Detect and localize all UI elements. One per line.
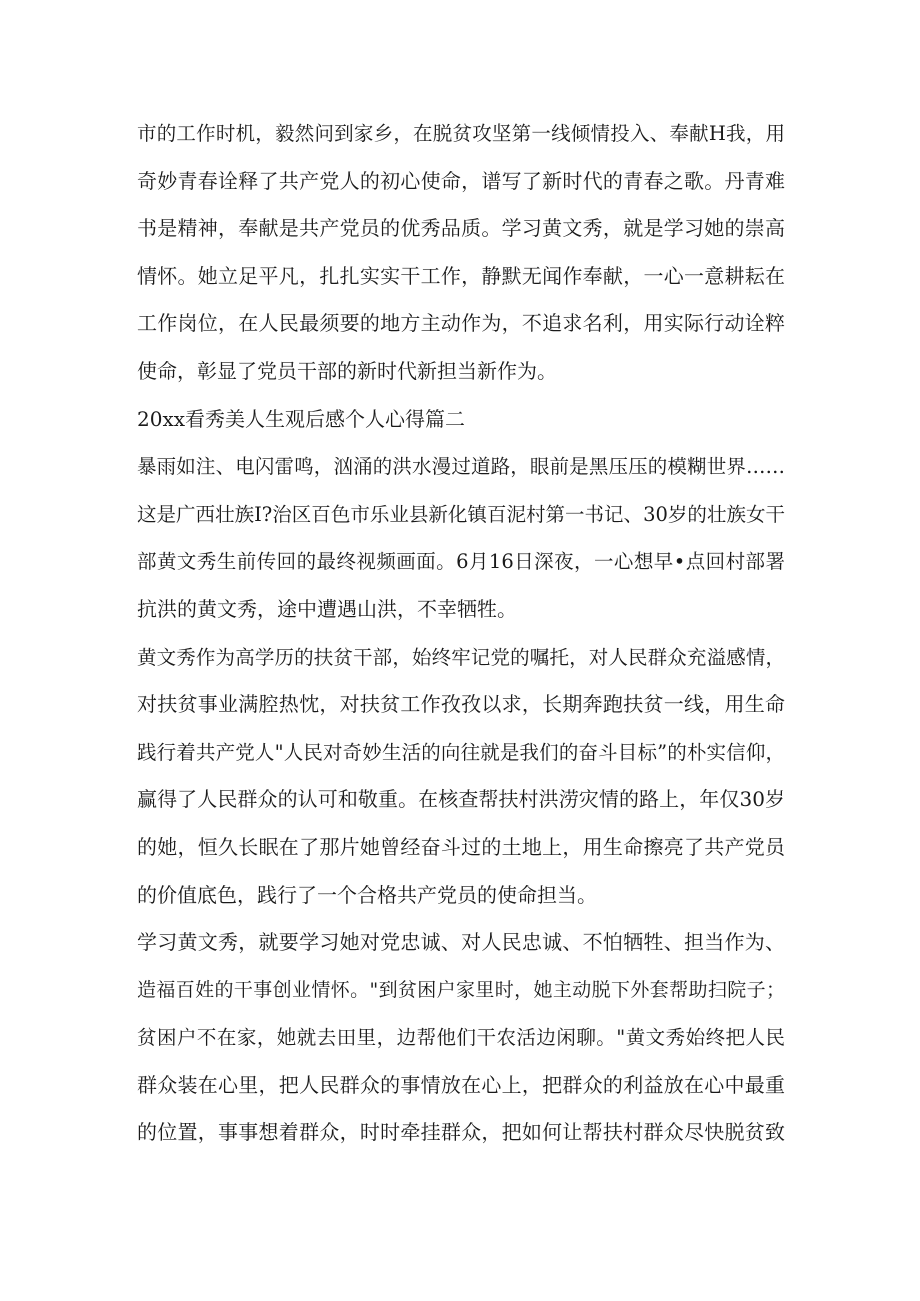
text-line: 奇妙青春诠释了共产党人的初心使命，谱写了新时代的青春之歌。丹青难 xyxy=(137,168,785,193)
text-line: 学习黄文秀，就要学习她对党忠诚、对人民忠诚、不怕牺牲、担当作为、 xyxy=(137,930,785,955)
section-heading: 20xx看秀美人生观后感个人心得篇二 xyxy=(137,406,466,431)
text-line: 部黄文秀生前传回的最终视频画面。6月16日深夜，一心想早•点回村部署 xyxy=(137,550,785,574)
text-line: 抗洪的黄文秀，途中遭遇山洪，不幸牺牲。 xyxy=(137,596,517,621)
text-line: 对扶贫事业满腔热忱，对扶贫工作孜孜以求，长期奔跑扶贫一线，用生命 xyxy=(137,692,785,717)
text-line: 情怀。她立足平凡，扎扎实实干工作，静默无闻作奉献，一心一意耕耘在 xyxy=(137,263,785,288)
text-line: 的她，恒久长眠在了那片她曾经奋斗过的土地上，用生命擦亮了共产党员 xyxy=(137,834,785,859)
text-line: 群众装在心里，把人民群众的事情放在心上，把群众的利益放在心中最重 xyxy=(137,1072,785,1097)
text-line: 造福百姓的干事创业情怀。"到贫困户家里时，她主动脱下外套帮助扫院子； xyxy=(137,978,785,1001)
text-line: 的价值底色，践行了一个合格共产党员的使命担当。 xyxy=(137,882,597,907)
text-line: 书是精神，奉献是共产党员的优秀品质。学习黄文秀，就是学习她的崇高 xyxy=(137,216,785,241)
text-line: 暴雨如注、电闪雷鸣，汹涌的洪水漫过道路，眼前是黑压压的模糊世界…… xyxy=(137,455,785,479)
text-line: 黄文秀作为高学历的扶贫干部，始终牢记党的嘱托，对人民群众充溢感情， xyxy=(137,645,785,669)
text-line: 市的工作时机，毅然问到家乡，在脱贫攻坚第一线倾情投入、奉献H我，用 xyxy=(137,122,785,145)
text-line: 贫困户不在家，她就去田里，边帮他们干农活边闲聊。"黄文秀始终把人民 xyxy=(137,1026,785,1050)
document-body xyxy=(137,110,785,1157)
text-line: 工作岗位，在人民最须要的地方主动作为，不追求名利，用实际行动诠粹 xyxy=(137,311,785,336)
text-line: 这是广西壮族I?治区百色市乐业县新化镇百泥村第一书记、30岁的壮族女干 xyxy=(137,502,785,526)
text-line: 赢得了人民群众的认可和敬重。在核查帮扶村洪涝灾情的路上，年仅30岁 xyxy=(137,787,785,812)
text-line: 的位置，事事想着群众，时时牵挂群众，把如何让帮扶村群众尽快脱贫致 xyxy=(137,1120,785,1145)
text-line: 使命，彰显了党员干部的新时代新担当新作为。 xyxy=(137,358,557,383)
text-line: 践行着共产党人"人民对奇妙生活的向往就是我们的奋斗目标”的朴实信仰， xyxy=(137,740,785,764)
